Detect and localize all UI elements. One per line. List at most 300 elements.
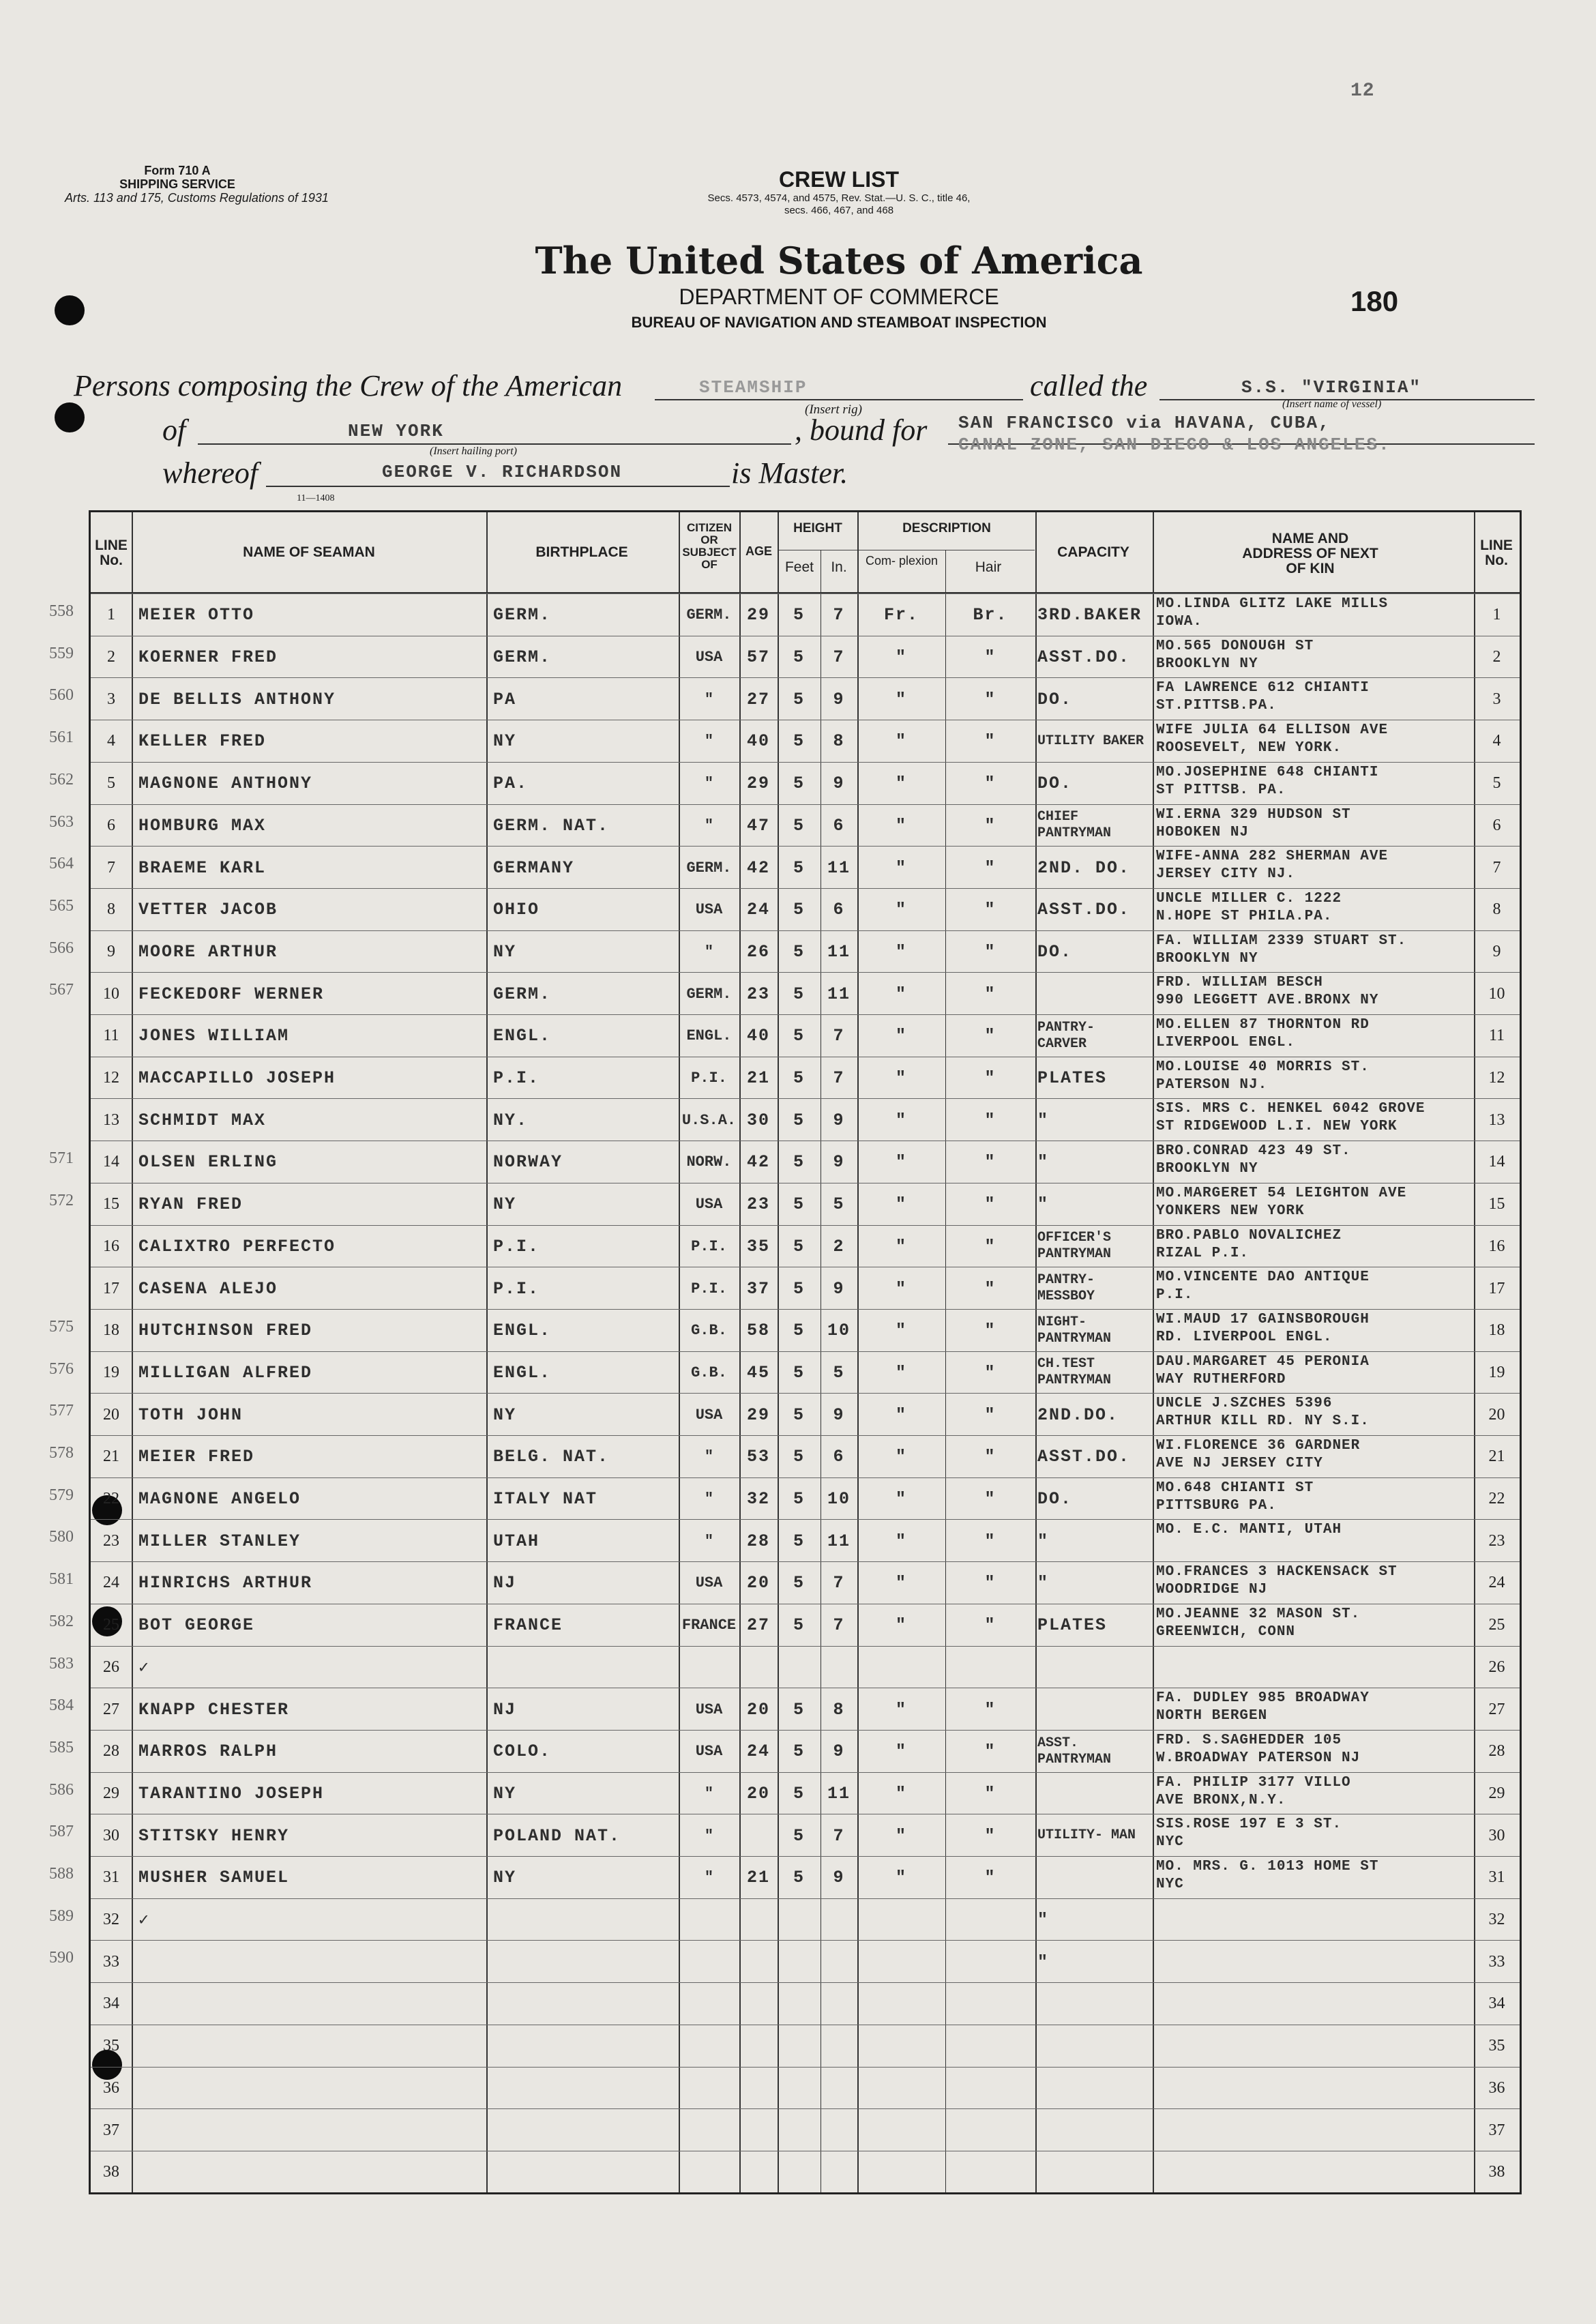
- line-number: 10: [103, 984, 119, 1003]
- margin-ledger-number: 559: [49, 644, 74, 662]
- margin-ledger-number: 564: [49, 855, 74, 873]
- table-row: [91, 1057, 1520, 1100]
- table-row: [91, 930, 1520, 973]
- next-of-kin-line-1: FRD. WILLIAM BESCH: [1156, 975, 1323, 991]
- seaman-name: TOTH JOHN: [138, 1404, 243, 1425]
- age: 27: [746, 689, 770, 709]
- birthplace: [493, 2025, 677, 2068]
- complexion: ": [895, 857, 907, 878]
- next-of-kin-line-2: BROOKLYN NY: [1156, 950, 1258, 967]
- height-inches: [821, 2068, 857, 2110]
- citizenship: [679, 2025, 739, 2068]
- line-number-right: 29: [1488, 1784, 1505, 1802]
- line-number: 35: [103, 2037, 119, 2055]
- margin-ledger-number: 588: [49, 1865, 74, 1883]
- line-number-right: 15: [1488, 1195, 1505, 1214]
- capacity: CHIEF PANTRYMAN: [1037, 809, 1112, 842]
- vessel-name: S.S. "VIRGINIA": [1241, 377, 1422, 398]
- age: 21: [746, 1068, 770, 1089]
- capacity: PANTRY- MESSBOY: [1037, 1272, 1095, 1305]
- next-of-kin-line-2: 990 LEGGETT AVE.BRONX NY: [1156, 992, 1379, 1009]
- next-of-kin: [1156, 1267, 1473, 1311]
- table-row: [91, 1098, 1520, 1141]
- line-number-right: 2: [1492, 648, 1501, 666]
- next-of-kin-line-1: MO.MARGERET 54 LEIGHTON AVE: [1156, 1185, 1407, 1201]
- port-hint: (Insert hailing port): [430, 445, 517, 457]
- citizenship: [679, 1899, 739, 1941]
- next-of-kin-line-1: SIS. MRS C. HENKEL 6042 GROVE: [1156, 1101, 1425, 1117]
- next-of-kin: [1156, 847, 1473, 890]
- birthplace: GERMANY: [493, 857, 575, 878]
- next-of-kin-line-2: ROOSEVELT, NEW YORK.: [1156, 740, 1342, 756]
- table-row: [91, 1982, 1520, 2025]
- birthplace: ENGL.: [493, 1026, 552, 1046]
- height-feet: [778, 2025, 821, 2068]
- header-age: AGE: [745, 544, 772, 558]
- citizenship: [679, 1983, 739, 2025]
- margin-ledger-number: 566: [49, 939, 74, 957]
- hair: ": [984, 1362, 996, 1383]
- next-of-kin-line-2: JERSEY CITY NJ.: [1156, 866, 1296, 883]
- capacity: 3RD.BAKER: [1037, 605, 1142, 626]
- height-feet: 5: [793, 857, 805, 878]
- line-number: 7: [107, 858, 115, 877]
- next-of-kin-line-1: MO.JOSEPHINE 648 CHIANTI: [1156, 764, 1379, 780]
- height-feet: 5: [793, 815, 805, 836]
- next-of-kin-line-2: AVE BRONX,N.Y.: [1156, 1792, 1286, 1808]
- complexion: ": [895, 731, 907, 752]
- line-number-right: 23: [1488, 1531, 1505, 1550]
- capacity: [1037, 1773, 1152, 1815]
- complexion: ": [895, 1868, 907, 1888]
- seaman-name: STITSKY HENRY: [138, 1825, 290, 1846]
- citizenship: USA: [695, 901, 723, 919]
- age: 24: [746, 1741, 770, 1762]
- birthplace: GERM.: [493, 984, 552, 1004]
- line-number-right: 31: [1488, 1868, 1505, 1887]
- citizenship: [679, 2068, 739, 2110]
- height-inches: 6: [833, 815, 845, 836]
- height-feet: 5: [793, 1868, 805, 1888]
- seaman-name: DE BELLIS ANTHONY: [138, 689, 336, 709]
- citizenship: ": [704, 1827, 714, 1844]
- age: 23: [746, 1194, 770, 1215]
- citizenship: U.S.A.: [681, 1111, 737, 1129]
- next-of-kin: [1156, 1520, 1473, 1563]
- table-row: [91, 636, 1520, 679]
- age: 37: [746, 1278, 770, 1299]
- seaman-name: [138, 2025, 479, 2068]
- line-number-right: 14: [1488, 1153, 1505, 1171]
- table-row: [91, 1267, 1520, 1310]
- height-inches: [821, 1647, 857, 1689]
- birthplace: GERM.: [493, 605, 552, 626]
- height-inches: 2: [833, 1236, 845, 1256]
- complexion: [857, 2109, 945, 2151]
- seaman-name: SCHMIDT MAX: [138, 1110, 267, 1130]
- margin-ledger-number: 587: [49, 1823, 74, 1841]
- line-number-right: 24: [1488, 1574, 1505, 1592]
- line-number: 6: [107, 816, 115, 834]
- complexion: [857, 1647, 945, 1689]
- margin-ledger-number: 581: [49, 1570, 74, 1589]
- rig-hint: (Insert rig): [805, 402, 862, 417]
- line-number: 32: [103, 1911, 119, 1929]
- header-line-no-right: LINE No.: [1480, 538, 1513, 569]
- hair: ": [984, 1531, 996, 1551]
- next-of-kin: [1156, 1731, 1473, 1774]
- line-number-right: 33: [1488, 1952, 1505, 1971]
- table-row: [91, 1519, 1520, 1562]
- next-of-kin-line-1: MO.FRANCES 3 HACKENSACK ST: [1156, 1564, 1398, 1580]
- complexion: [857, 1941, 945, 1983]
- next-of-kin-line-2: IOWA.: [1156, 614, 1203, 630]
- hair: [945, 1983, 1035, 2025]
- hair: ": [984, 1404, 996, 1425]
- age: 28: [746, 1531, 770, 1551]
- line-number-right: 35: [1488, 2037, 1505, 2055]
- citizenship: ": [704, 775, 714, 793]
- capacity: ASST. PANTRYMAN: [1037, 1735, 1112, 1767]
- capacity: ": [1037, 1194, 1050, 1215]
- of-label: of: [162, 413, 186, 447]
- complexion: ": [895, 1404, 907, 1425]
- table-row: [91, 1141, 1520, 1183]
- citizenship: ": [704, 1869, 714, 1887]
- next-of-kin-line-2: P.I.: [1156, 1287, 1194, 1304]
- seaman-name: MEIER OTTO: [138, 605, 255, 626]
- age: 47: [746, 815, 770, 836]
- next-of-kin: [1156, 1394, 1473, 1437]
- line-number: 26: [103, 1658, 119, 1676]
- complexion: ": [895, 1573, 907, 1593]
- seaman-name: JONES WILLIAM: [138, 1026, 290, 1046]
- height-inches: 5: [833, 1362, 845, 1383]
- next-of-kin: [1156, 1436, 1473, 1480]
- bureau-name: BUREAU OF NAVIGATION AND STEAMBOAT INSPECTION: [631, 314, 1047, 331]
- capacity: [1037, 1983, 1152, 2025]
- next-of-kin-line-2: ST RIDGEWOOD L.I. NEW YORK: [1156, 1119, 1398, 1135]
- next-of-kin-line-1: UNCLE MILLER C. 1222: [1156, 890, 1342, 907]
- seaman-name: MILLIGAN ALFRED: [138, 1362, 313, 1383]
- birthplace: COLO.: [493, 1741, 552, 1762]
- height-feet: 5: [793, 647, 805, 668]
- height-inches: 9: [833, 774, 845, 794]
- margin-ledger-number: 583: [49, 1654, 74, 1673]
- birthplace: NY: [493, 1404, 517, 1425]
- margin-ledger-number: 577: [49, 1402, 74, 1420]
- hair: [945, 2151, 1035, 2194]
- birthplace: [493, 1899, 677, 1941]
- age: 40: [746, 731, 770, 752]
- complexion: ": [895, 689, 907, 709]
- capacity: PLATES: [1037, 1615, 1108, 1636]
- table-row: [91, 1814, 1520, 1857]
- complexion: ": [895, 1531, 907, 1551]
- seaman-name: CASENA ALEJO: [138, 1278, 278, 1299]
- complexion: ": [895, 1068, 907, 1089]
- line-number: 31: [103, 1868, 119, 1887]
- next-of-kin: [1156, 1983, 1473, 2027]
- citizenship: [679, 1941, 739, 1983]
- hair: ": [984, 1152, 996, 1173]
- line-number-right: 28: [1488, 1742, 1505, 1761]
- height-feet: 5: [793, 1321, 805, 1341]
- next-of-kin: [1156, 1141, 1473, 1185]
- age: 42: [746, 857, 770, 878]
- complexion: ": [895, 1110, 907, 1130]
- hair: [945, 1647, 1035, 1689]
- citizenship: ": [704, 943, 714, 960]
- citizenship: G.B.: [691, 1364, 727, 1381]
- line-number: 38: [103, 2163, 119, 2181]
- seaman-name: HINRICHS ARTHUR: [138, 1573, 313, 1593]
- complexion: ": [895, 1825, 907, 1846]
- hair: ": [984, 815, 996, 836]
- line-number-right: 8: [1492, 900, 1501, 919]
- citizenship: USA: [695, 1574, 723, 1592]
- capacity: PANTRY- CARVER: [1037, 1019, 1095, 1052]
- height-inches: 11: [827, 1783, 851, 1804]
- margin-ledger-number: 586: [49, 1780, 74, 1799]
- height-feet: 5: [793, 605, 805, 626]
- line-number-right: 7: [1492, 858, 1501, 877]
- seaman-name: KELLER FRED: [138, 731, 267, 752]
- birthplace: OHIO: [493, 900, 540, 920]
- line-number: 14: [103, 1153, 119, 1171]
- height-feet: 5: [793, 900, 805, 920]
- line-number-right: 13: [1488, 1110, 1505, 1129]
- next-of-kin-line-1: MO.JEANNE 32 MASON ST.: [1156, 1606, 1361, 1622]
- master-name: GEORGE V. RICHARDSON: [382, 462, 623, 482]
- form-number: Form 710 A: [144, 164, 211, 177]
- next-of-kin-line-1: MO. MRS. G. 1013 HOME ST: [1156, 1859, 1379, 1874]
- capacity: UTILITY BAKER: [1037, 733, 1144, 749]
- birthplace: NY: [493, 1783, 517, 1804]
- height-inches: [821, 2151, 857, 2194]
- height-inches: 8: [833, 731, 845, 752]
- complexion: ": [895, 1321, 907, 1341]
- capacity: [1037, 2109, 1152, 2151]
- seaman-name: ✓: [138, 1658, 151, 1678]
- line-number: 12: [103, 1069, 119, 1087]
- citizenship: P.I.: [691, 1070, 727, 1087]
- table-row: [91, 2067, 1520, 2110]
- next-of-kin-line-1: UNCLE J.SZCHES 5396: [1156, 1396, 1333, 1412]
- next-of-kin: [1156, 763, 1473, 806]
- line-number-right: 30: [1488, 1826, 1505, 1844]
- nation-title: The United States of America: [535, 239, 1143, 282]
- seaman-name: [138, 1941, 479, 1983]
- height-inches: 7: [833, 1615, 845, 1636]
- capacity: ": [1037, 1573, 1050, 1593]
- capacity: CH.TEST PANTRYMAN: [1037, 1356, 1112, 1389]
- next-of-kin-line-2: NORTH BERGEN: [1156, 1708, 1268, 1724]
- height-feet: [778, 1941, 821, 1983]
- capacity: [1037, 973, 1152, 1015]
- line-number-right: 26: [1488, 1658, 1505, 1676]
- next-of-kin: [1156, 1310, 1473, 1353]
- table-row: [91, 1435, 1520, 1478]
- header-complexion: Com- plexion: [865, 554, 939, 568]
- punch-hole: [55, 402, 85, 432]
- age: [739, 1647, 778, 1689]
- line-number-right: 9: [1492, 942, 1501, 960]
- age: [739, 2109, 778, 2151]
- citizenship: NORW.: [686, 1153, 732, 1171]
- next-of-kin-line-1: WI.ERNA 329 HUDSON ST: [1156, 806, 1351, 823]
- seaman-name: KOERNER FRED: [138, 647, 278, 668]
- height-inches: [821, 1983, 857, 2025]
- next-of-kin-line-1: FA. PHILIP 3177 VILLO: [1156, 1774, 1351, 1791]
- birthplace: NY: [493, 1194, 517, 1215]
- complexion: ": [895, 774, 907, 794]
- capacity: NIGHT- PANTRYMAN: [1037, 1314, 1112, 1347]
- age: 29: [746, 1404, 770, 1425]
- next-of-kin: [1156, 973, 1473, 1016]
- birthplace: [493, 2109, 677, 2151]
- table-row: [91, 804, 1520, 847]
- age: [739, 2151, 778, 2194]
- hair: ": [984, 1278, 996, 1299]
- height-inches: 9: [833, 1278, 845, 1299]
- next-of-kin-line-2: PITTSBURG PA.: [1156, 1497, 1277, 1514]
- seaman-name: [138, 2109, 479, 2151]
- next-of-kin-line-1: MO.LINDA GLITZ LAKE MILLS: [1156, 596, 1389, 612]
- next-of-kin: [1156, 1647, 1473, 1690]
- next-of-kin-line-1: MO.VINCENTE DAO ANTIQUE: [1156, 1269, 1370, 1286]
- hailing-port: NEW YORK: [348, 421, 444, 441]
- crew-table: [89, 510, 1522, 2194]
- hair: Br.: [973, 605, 1008, 626]
- line-number: 21: [103, 1447, 119, 1466]
- age: 35: [746, 1236, 770, 1256]
- line-number-right: 25: [1488, 1616, 1505, 1634]
- hair: ": [984, 1741, 996, 1762]
- complexion: ": [895, 815, 907, 836]
- birthplace: ENGL.: [493, 1321, 552, 1341]
- height-feet: 5: [793, 1068, 805, 1089]
- height-feet: 5: [793, 1026, 805, 1046]
- margin-ledger-number: 578: [49, 1444, 74, 1462]
- seaman-name: HUTCHINSON FRED: [138, 1321, 313, 1341]
- height-feet: 5: [793, 1152, 805, 1173]
- citizenship: ": [704, 1784, 714, 1802]
- line-number: 23: [103, 1531, 119, 1550]
- height-inches: 6: [833, 1447, 845, 1467]
- hair: ": [984, 1699, 996, 1720]
- capacity: PLATES: [1037, 1068, 1108, 1089]
- birthplace: [493, 1941, 677, 1983]
- seaman-name: KNAPP CHESTER: [138, 1699, 290, 1720]
- hair: ": [984, 984, 996, 1004]
- seaman-name: MUSHER SAMUEL: [138, 1868, 290, 1888]
- header-name: NAME OF SEAMAN: [243, 544, 375, 560]
- table-row: [91, 1561, 1520, 1604]
- height-feet: 5: [793, 1194, 805, 1215]
- citizenship: USA: [695, 1701, 723, 1718]
- birthplace: NY.: [493, 1110, 529, 1130]
- capacity: ": [1037, 1531, 1050, 1551]
- height-inches: 7: [833, 1825, 845, 1846]
- hair: ": [984, 1868, 996, 1888]
- height-inches: 10: [827, 1489, 851, 1510]
- hair: ": [984, 1489, 996, 1510]
- next-of-kin: [1156, 720, 1473, 764]
- line-number: 16: [103, 1237, 119, 1255]
- line-number: 30: [103, 1826, 119, 1844]
- citizenship: ": [704, 1490, 714, 1508]
- birthplace: PA.: [493, 774, 529, 794]
- whereof-label: whereof: [162, 456, 258, 490]
- table-row: [91, 1898, 1520, 1941]
- line-number: 3: [107, 690, 115, 708]
- age: 23: [746, 984, 770, 1004]
- birthplace: ENGL.: [493, 1362, 552, 1383]
- margin-ledger-number: 567: [49, 981, 74, 999]
- line-number: 19: [103, 1363, 119, 1381]
- line-number: 2: [107, 648, 115, 666]
- line-number: 36: [103, 2078, 119, 2097]
- capacity: [1037, 1647, 1152, 1689]
- line-number-right: 11: [1488, 1027, 1505, 1045]
- header-hair: Hair: [975, 559, 1002, 575]
- header-birthplace: BIRTHPLACE: [535, 544, 628, 560]
- complexion: ": [895, 1152, 907, 1173]
- next-of-kin: [1156, 678, 1473, 722]
- age: 42: [746, 1152, 770, 1173]
- height-inches: 9: [833, 1741, 845, 1762]
- citizenship: GERM.: [686, 859, 732, 877]
- line-number-right: 3: [1492, 690, 1501, 708]
- hair: ": [984, 1110, 996, 1130]
- next-of-kin-line-2: ST PITTSB. PA.: [1156, 782, 1286, 798]
- birthplace: NY: [493, 1868, 517, 1888]
- table-row: [91, 1183, 1520, 1226]
- next-of-kin: [1156, 1099, 1473, 1143]
- height-inches: [821, 2109, 857, 2151]
- age: 20: [746, 1783, 770, 1804]
- print-code: 11—1408: [297, 493, 335, 503]
- line-number: 28: [103, 1742, 119, 1761]
- next-of-kin-line-1: MO.ELLEN 87 THORNTON RD: [1156, 1017, 1370, 1033]
- complexion: [857, 1899, 945, 1941]
- capacity: [1037, 1688, 1152, 1731]
- margin-ledger-number: 580: [49, 1528, 74, 1546]
- line-number-right: 27: [1488, 1700, 1505, 1718]
- seaman-name: MILLER STANLEY: [138, 1531, 301, 1551]
- line-number: 11: [103, 1027, 119, 1045]
- margin-ledger-number: 562: [49, 770, 74, 789]
- hair: ": [984, 941, 996, 962]
- birthplace: NORWAY: [493, 1152, 563, 1173]
- complexion: [857, 1983, 945, 2025]
- seaman-name: MACCAPILLO JOSEPH: [138, 1068, 336, 1089]
- table-row: [91, 1604, 1520, 1647]
- citizenship: [679, 1647, 739, 1689]
- line-number: 9: [107, 942, 115, 960]
- line-number: 22: [103, 1490, 119, 1508]
- line-number-right: 6: [1492, 816, 1501, 834]
- age: 40: [746, 1026, 770, 1046]
- next-of-kin: [1156, 2109, 1473, 2153]
- height-feet: 5: [793, 984, 805, 1004]
- seaman-name: BRAEME KARL: [138, 857, 267, 878]
- complexion: ": [895, 1278, 907, 1299]
- height-feet: [778, 2151, 821, 2194]
- age: 20: [746, 1573, 770, 1593]
- margin-ledger-number: 560: [49, 686, 74, 705]
